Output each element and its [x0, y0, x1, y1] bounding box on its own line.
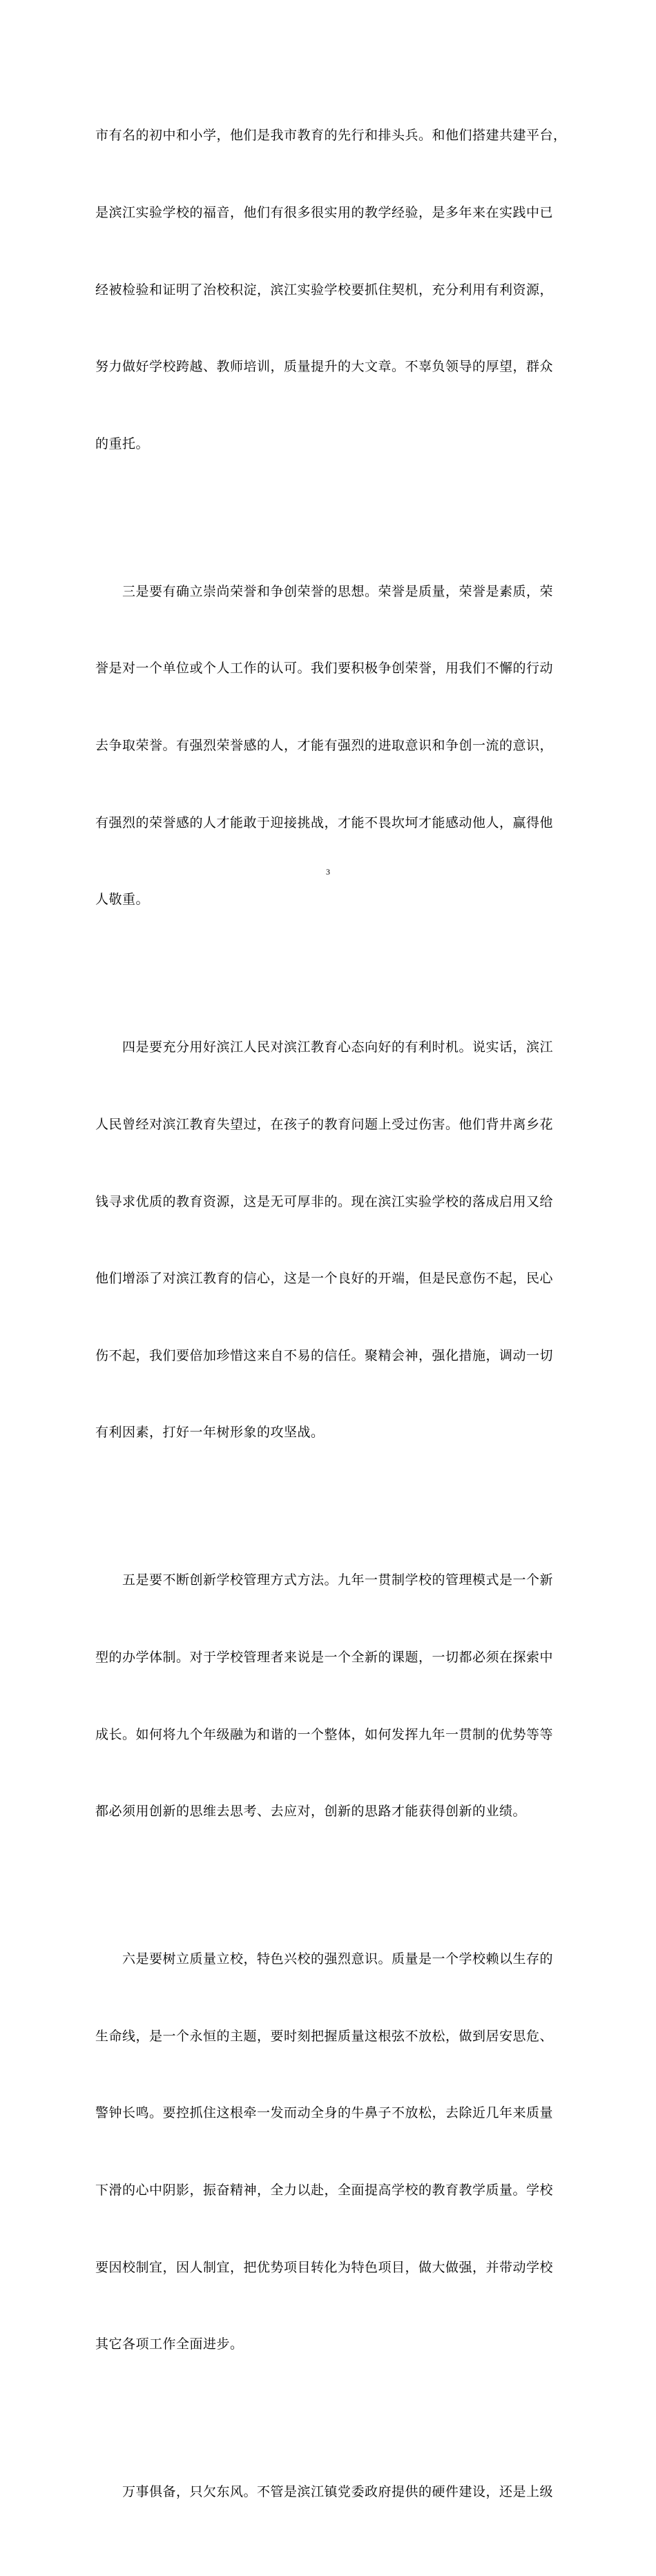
document-page: [95, 72, 565, 2576]
text-line: 四是要充分用好滨江人民对滨江教育心态向好的有利时机。说实话，滨江: [95, 1040, 554, 1055]
text-line: 三是要有确立崇尚荣誉和争创荣誉的思想。荣誉是质量，荣誉是素质，荣: [95, 583, 554, 599]
text-line: 人敬重。: [95, 892, 150, 908]
text-line: 成长。如何将九个年级融为和谐的一个整体，如何发挥九年一贯制的优势等等: [95, 1726, 554, 1742]
paragraph-4: [95, 1516, 565, 1876]
text-line: 钱寻求优质的教育资源，这是无可厚非的。现在滨江实验学校的落成启用又给: [95, 1193, 554, 1209]
text-line: 万事俱备，只欠东风。不管是滨江镇党委政府提供的硬件建设，还是上级: [95, 2484, 554, 2500]
text-line: 人民曾经对滨江教育失望过，在孩子的教育问题上受过伤害。他们背井离乡花: [95, 1116, 554, 1132]
text-line: 努力做好学校跨越、教师培训，质量提升的大文章。不辜负领导的厚望，群众: [95, 359, 554, 375]
text-line: 都必须用创新的思维去思考、去应对，创新的思路才能获得创新的业绩。: [95, 1804, 527, 1819]
paragraph-2: [95, 527, 565, 964]
text-line: 的重托。: [95, 436, 150, 451]
paragraph-6: [95, 2428, 565, 2557]
text-line: 下滑的心中阴影，振奋精神，全力以赴，全面提高学校的教育教学质量。学校: [95, 2183, 554, 2198]
text-line: 誉是对一个单位或个人工作的认可。我们要积极争创荣誉，用我们不懈的行动: [95, 661, 554, 676]
text-line: 要因校制宜，因人制宜，把优势项目转化为特色项目，做大做强，并带动学校: [95, 2259, 554, 2275]
text-line: 六是要树立质量立校，特色兴校的强烈意识。质量是一个学校赖以生存的: [95, 1951, 554, 1967]
text-line: 型的办学体制。对于学校管理者来说是一个全新的课题，一切都必须在探索中: [95, 1649, 554, 1665]
text-line: 市有名的初中和小学，他们是我市教育的先行和排头兵。和他们搭建共建平台，: [95, 128, 567, 144]
page-number: 3: [326, 867, 330, 877]
paragraph-1: [95, 72, 565, 508]
text-line: 有利因素，打好一年树形象的攻坚战。: [95, 1425, 325, 1441]
text-line: 其它各项工作全面进步。: [95, 2336, 244, 2352]
text-line: 经被检验和证明了治校积淀，滨江实验学校要抓住契机，充分利用有利资源，: [95, 282, 554, 297]
text-line: 是滨江实验学校的福音，他们有很多很实用的教学经验，是多年来在实践中已: [95, 205, 554, 221]
paragraph-5: [95, 1895, 565, 2409]
text-line: 伤不起，我们要倍加珍惜这来自不易的信任。聚精会神，强化措施，调动一切: [95, 1347, 554, 1363]
text-line: 警钟长鸣。要控抓住这根牵一发而动全身的牛鼻子不放松，去除近几年来质量: [95, 2105, 554, 2121]
text-line: 去争取荣誉。有强烈荣誉感的人，才能有强烈的进取意识和争创一流的意识，: [95, 738, 554, 754]
text-line: 他们增添了对滨江教育的信心，这是一个良好的开端，但是民意伤不起，民心: [95, 1271, 554, 1287]
text-line: 五是要不断创新学校管理方式方法。九年一贯制学校的管理模式是一个新: [95, 1572, 554, 1588]
text-line: 生命线，是一个永恒的主题，要时刻把握质量这根弦不放松，做到居安思危、: [95, 2028, 554, 2044]
paragraph-3: [95, 984, 565, 1497]
text-line: 有强烈的荣誉感的人才能敢于迎接挑战，才能不畏坎坷才能感动他人，赢得他: [95, 814, 554, 830]
